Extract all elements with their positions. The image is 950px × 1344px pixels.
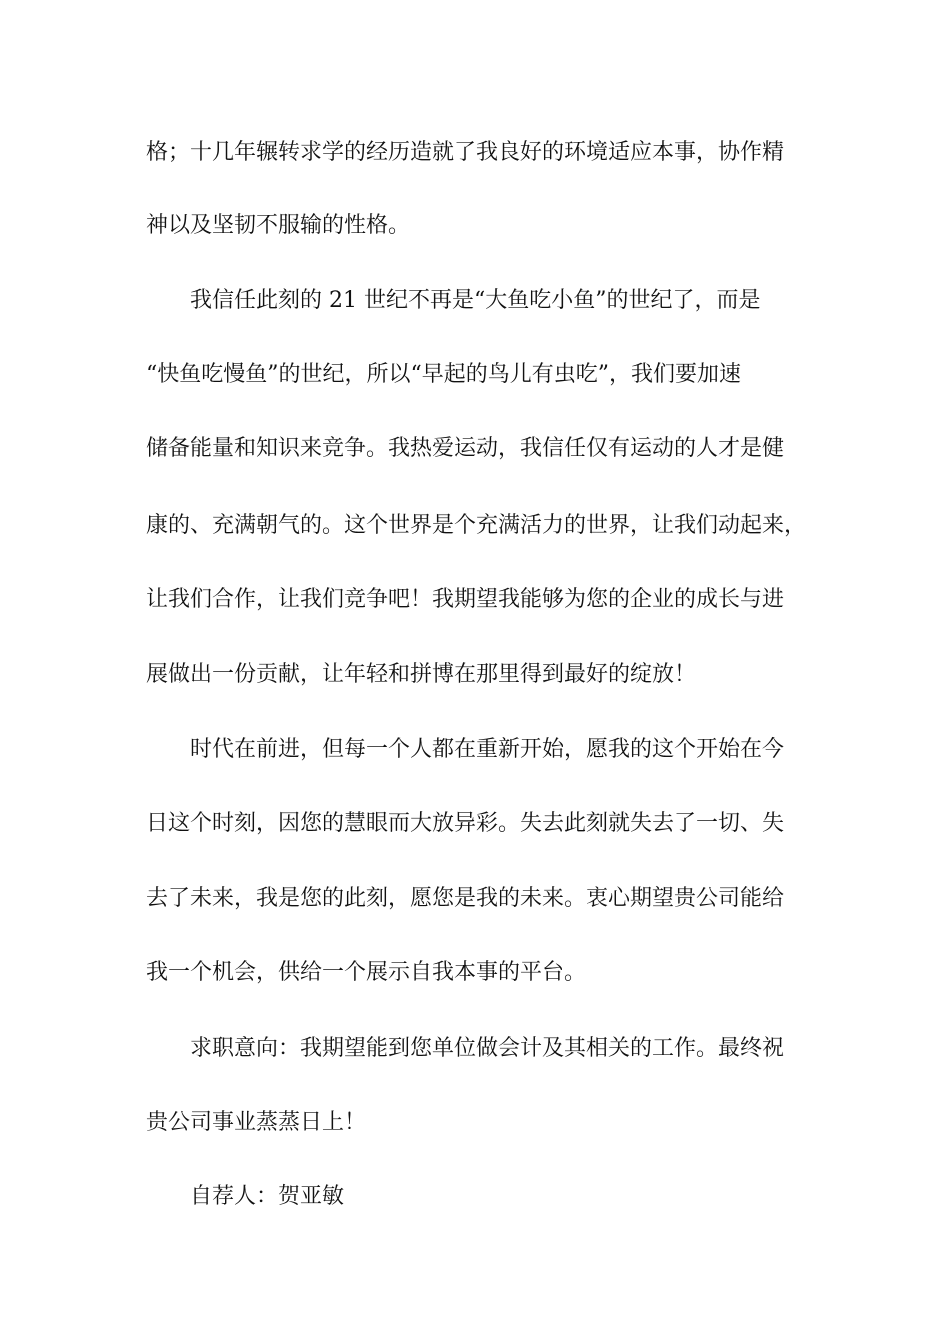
- text-line: 神以及坚韧不服输的性格。: [146, 213, 411, 238]
- text-line: 展做出一份贡献，让年轻和拼博在那里得到最好的绽放！: [146, 662, 697, 687]
- paragraph-first-line: 时代在前进，但每一个人都在重新开始，愿我的这个开始在今: [190, 737, 785, 762]
- text-line: 让我们合作，让我们竞争吧！我期望我能够为您的企业的成长与进: [146, 587, 785, 612]
- text-line: “快鱼吃慢鱼”的世纪，所以“早起的鸟儿有虫吃”，我们要加速: [146, 362, 741, 387]
- text-line: 日这个时刻，因您的慧眼而大放异彩。失去此刻就失去了一切、失: [146, 811, 785, 836]
- paragraph-first-line: 我信任此刻的 21 世纪不再是“大鱼吃小鱼”的世纪了，而是: [190, 288, 761, 313]
- text-line: 去了未来，我是您的此刻，愿您是我的未来。衷心期望贵公司能给: [146, 886, 785, 911]
- text-line: 康的、充满朝气的。这个世界是个充满活力的世界，让我们动起来，: [146, 513, 807, 538]
- text-line: 格；十几年辗转求学的经历造就了我良好的环境适应本事，协作精: [146, 140, 785, 165]
- text-line: 储备能量和知识来竞争。我热爱运动，我信任仅有运动的人才是健: [146, 436, 785, 461]
- paragraph-first-line: 求职意向：我期望能到您单位做会计及其相关的工作。最终祝: [190, 1036, 785, 1061]
- text-line: 贵公司事业蒸蒸日上！: [146, 1110, 367, 1135]
- text-line: 我一个机会，供给一个展示自我本事的平台。: [146, 960, 587, 985]
- signature-line: 自荐人：贺亚敏: [190, 1184, 345, 1209]
